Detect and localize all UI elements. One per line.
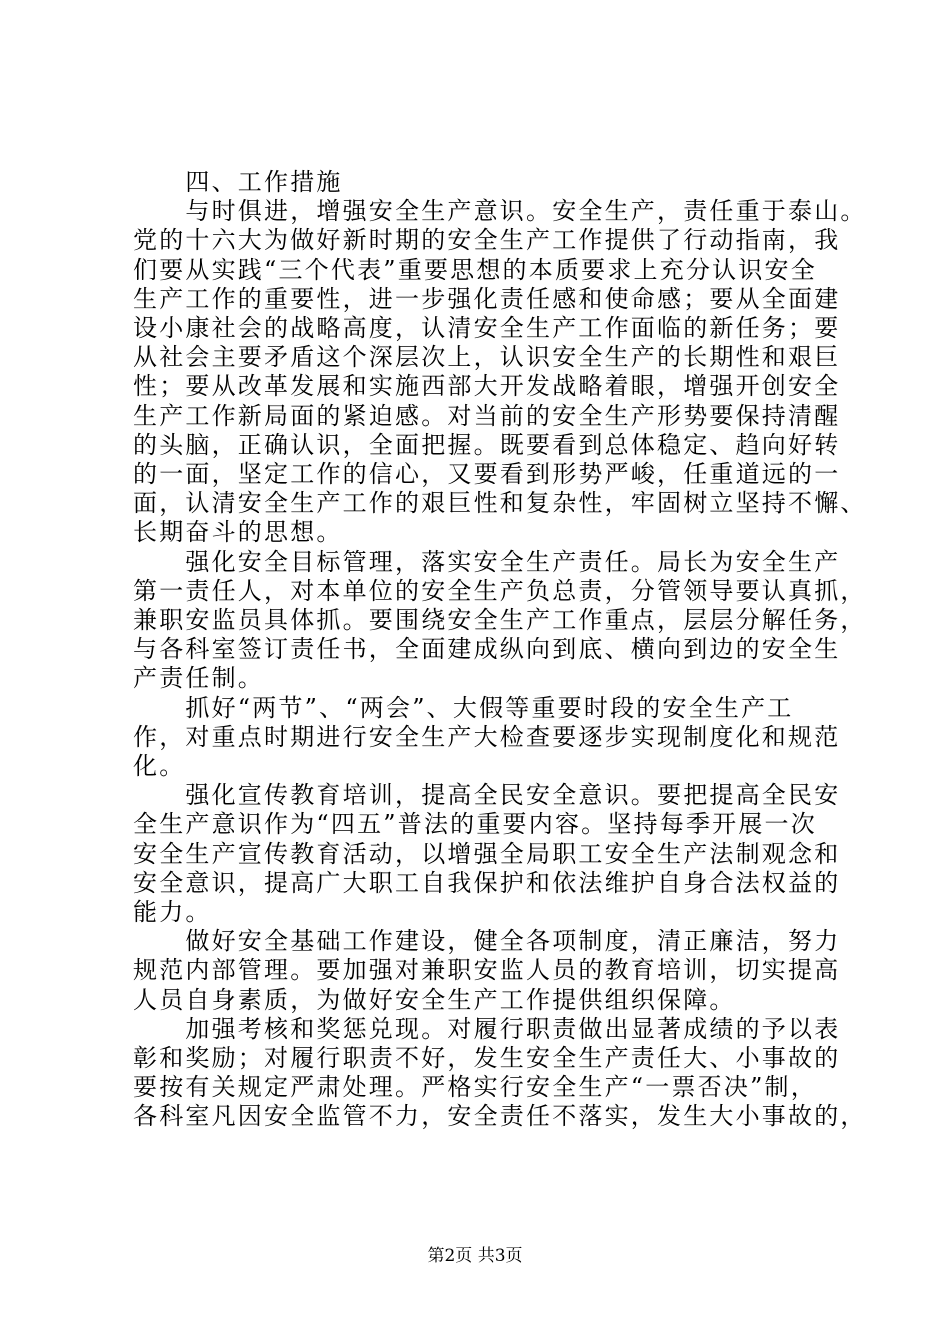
text-line: 安全意识，提高广大职工自我保护和依法维护自身合法权益的 — [133, 868, 841, 897]
text-line: 性；要从改革发展和实施西部大开发战略着眼，增强开创安全 — [133, 372, 841, 401]
text-line: 要按有关规定严肃处理。严格实行安全生产“一票否决”制， — [133, 1073, 817, 1102]
text-line: 强化宣传教育培训，提高全民安全意识。要把提高全民安 — [133, 781, 841, 810]
text-line: 抓好“两节”、“两会”、大假等重要时段的安全生产工 — [133, 693, 794, 722]
text-line: 们要从实践“三个代表”重要思想的本质要求上充分认识安全 — [133, 255, 817, 284]
text-line: 与时俱进，增强安全生产意识。安全生产，责任重于泰山。 — [133, 197, 867, 226]
text-line: 党的十六大为做好新时期的安全生产工作提供了行动指南，我 — [133, 226, 841, 255]
text-line: 加强考核和奖惩兑现。对履行职责做出显著成绩的予以表 — [133, 1014, 841, 1043]
page-footer: 第2页 共3页 — [427, 1246, 523, 1266]
text-line: 兼职安监员具体抓。要围绕安全生产工作重点，层层分解任务， — [133, 606, 867, 634]
text-line: 的头脑，正确认识，全面把握。既要看到总体稳定、趋向好转 — [133, 430, 841, 459]
text-line: 规范内部管理。要加强对兼职安监人员的教育培训，切实提高 — [133, 956, 841, 985]
text-line: 强化安全目标管理，落实安全生产责任。局长为安全生产 — [133, 547, 841, 576]
text-line: 生产工作的重要性，进一步强化责任感和使命感；要从全面建 — [133, 284, 841, 313]
text-line: 产责任制。 — [133, 664, 264, 693]
text-line: 安全生产宣传教育活动，以增强全局职工安全生产法制观念和 — [133, 839, 841, 868]
text-line: 各科室凡因安全监管不力，安全责任不落实，发生大小事故的， — [133, 1102, 867, 1131]
text-line: 能力。 — [133, 898, 212, 926]
text-line: 做好安全基础工作建设，健全各项制度，清正廉洁，努力 — [133, 927, 841, 956]
text-line: 面，认清安全生产工作的艰巨性和复杂性，牢固树立坚持不懈、 — [133, 489, 867, 518]
text-line: 化。 — [133, 752, 186, 780]
text-line: 的一面，坚定工作的信心，又要看到形势严峻，任重道远的一 — [133, 460, 841, 488]
text-line: 第一责任人，对本单位的安全生产负总责，分管领导要认真抓， — [133, 576, 867, 605]
text-line: 设小康社会的战略高度，认清安全生产工作面临的新任务；要 — [133, 314, 841, 342]
text-line: 全生产意识作为“四五”普法的重要内容。坚持每季开展一次 — [133, 810, 817, 839]
text-line: 作，对重点时期进行安全生产大检查要逐步实现制度化和规范 — [133, 722, 841, 751]
text-line: 从社会主要矛盾这个深层次上，认识安全生产的长期性和艰巨 — [133, 343, 841, 372]
text-line: 四、工作措施 — [133, 168, 343, 196]
text-line: 彰和奖励；对履行职责不好，发生安全生产责任大、小事故的 — [133, 1044, 841, 1072]
text-line: 人员自身素质，为做好安全生产工作提供组织保障。 — [133, 985, 736, 1014]
text-line: 与各科室签订责任书，全面建成纵向到底、横向到边的安全生 — [133, 635, 841, 664]
text-line: 长期奋斗的思想。 — [133, 518, 343, 547]
text-line: 生产工作新局面的紧迫感。对当前的安全生产形势要保持清醒 — [133, 401, 841, 430]
